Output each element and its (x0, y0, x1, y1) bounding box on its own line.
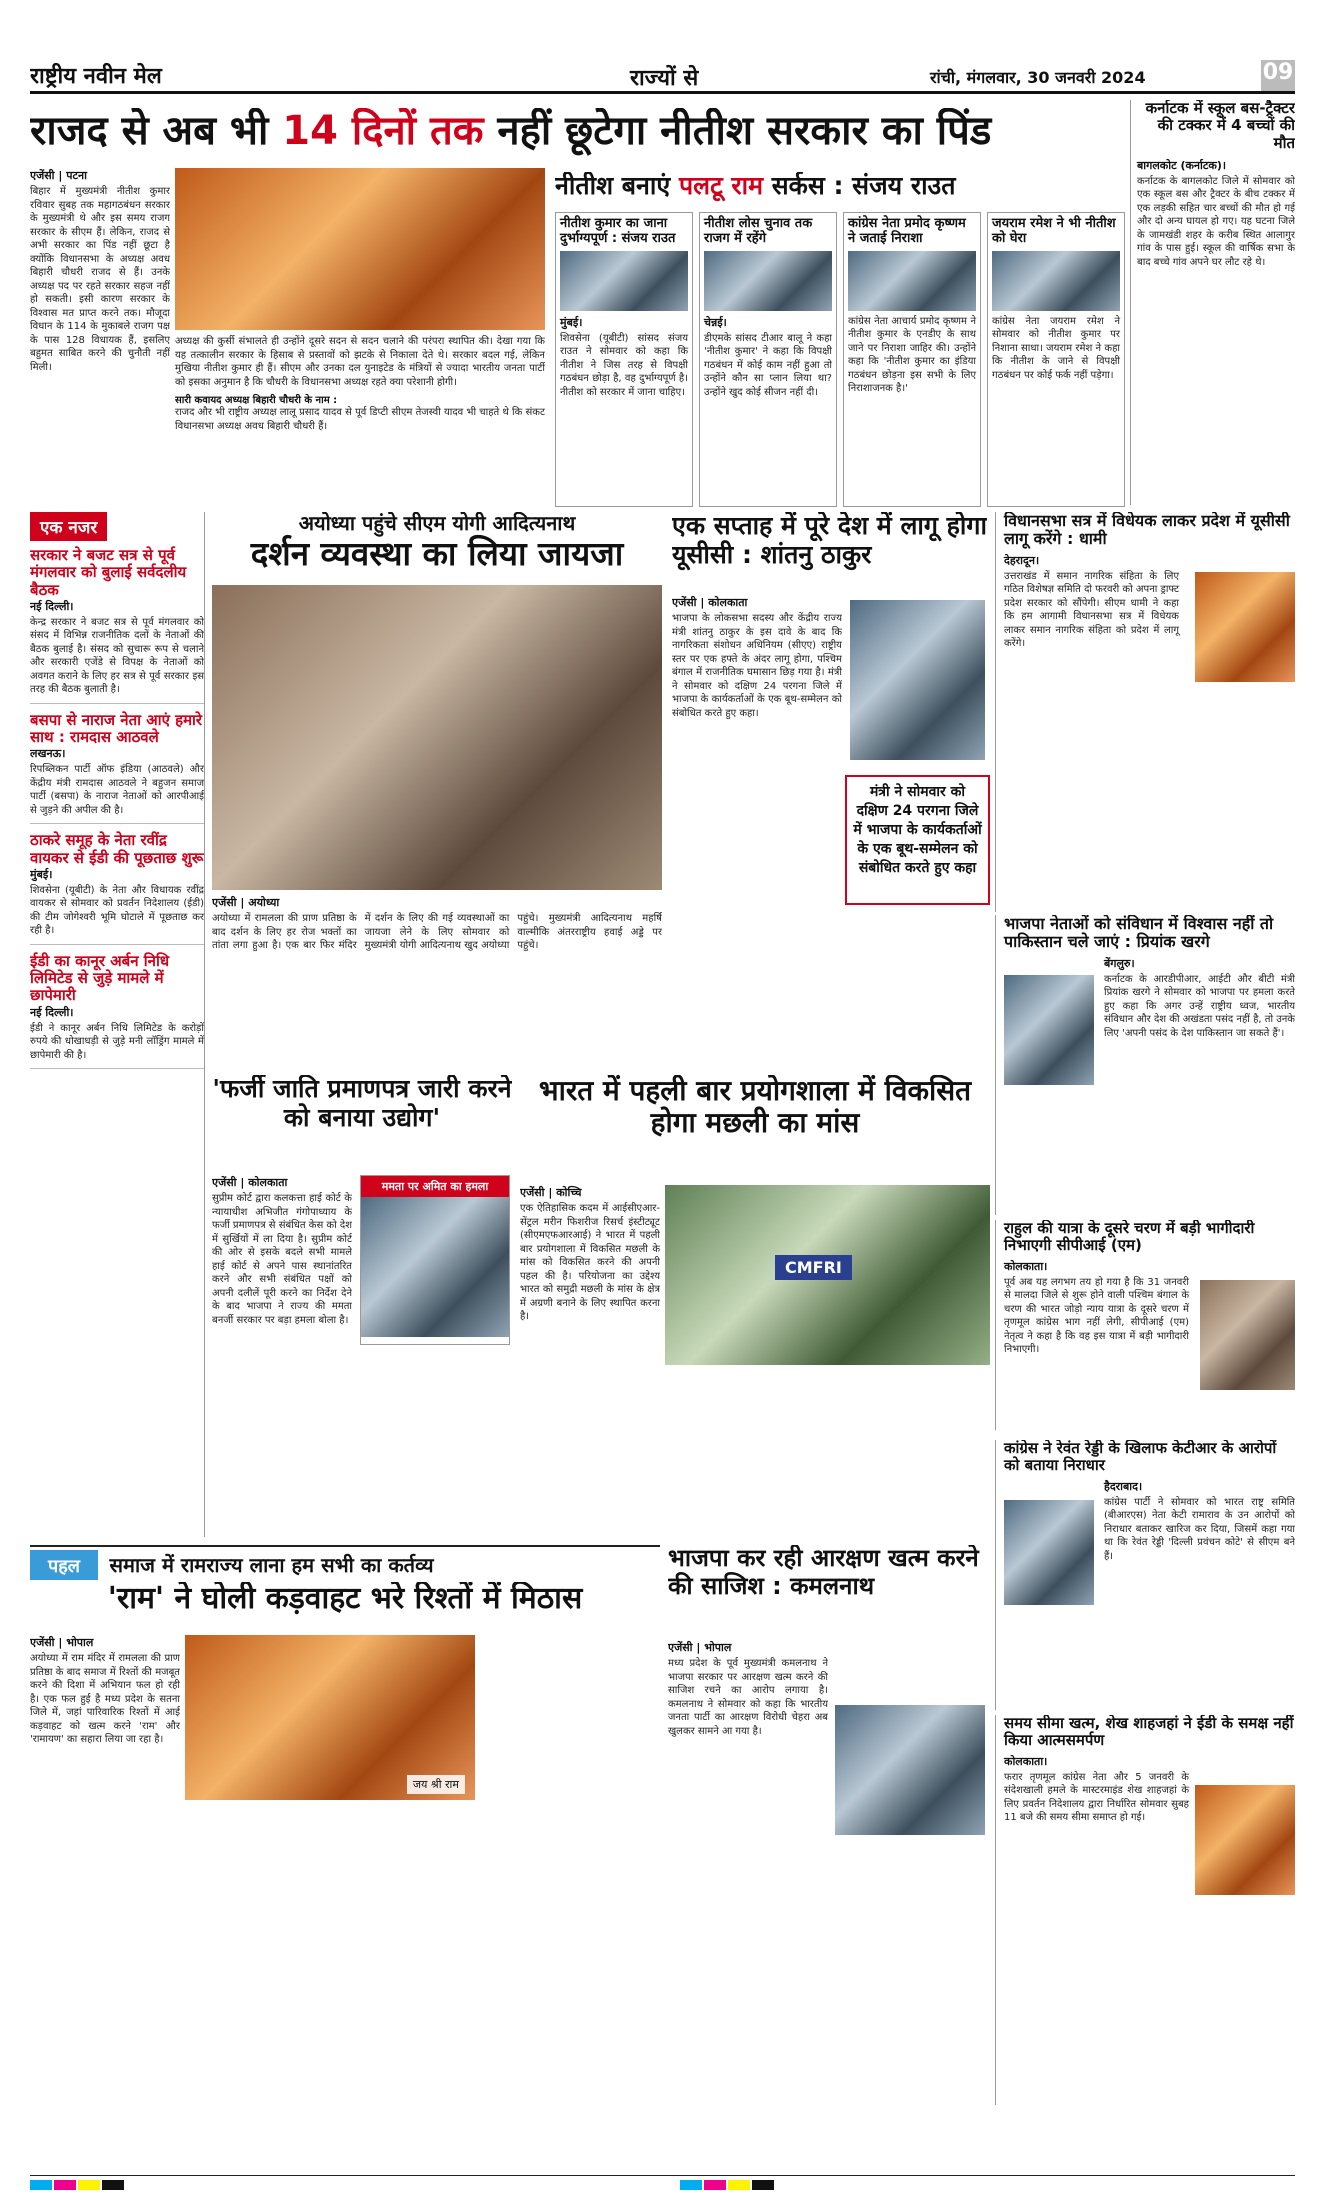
mini-story-photo (560, 251, 688, 311)
mini-story: कांग्रेस नेता प्रमोद कृष्णम ने जताई निराशा कांग्रेस नेता आचार्य प्रमोद कृष्णम ने नीतीश कुमार के एनडीए के साथ जाने पर निराशा जाहिर की। उन्होंने कहा कि 'नीतीश कुमार का इंडिया गठबंधन छोड़ना इस सभी के लिए निराशाजनक है।' (843, 212, 981, 507)
kharge-story: भाजपा नेताओं को संविधान में विश्वास नहीं तो पाकिस्तान चले जाएं : प्रियांक खरगे बेंगलुरु। कर्नाटक के आरडीपीआर, आईटी और बीटी मंत्री प्रियांक खरगे ने सोमवार को भाजपा पर हमला करते हुए कहा कि अगर उन्हें राष्ट्रीय ध्वज, भारतीय संविधान और देश की अखंडता पसंद नहीं है, तो उनके लिए 'अपनी पसंद के देश पाकिस्तान जा सकते हैं'। (995, 915, 1295, 1215)
print-color-strip (30, 2175, 1295, 2191)
yogi-body: एजेंसी | अयोध्या अयोध्या में रामलला की प्राण प्रतिष्ठा के बाद दर्शन के लिए हर रोज भक्तों का तांता लगा हुआ है। एक बार फिर मंदिर में दर्शन के लिए की गई व्यवस्थाओं का जायजा लेने के लिए सोमवार को मुख्यमंत्री योगी आदित्यनाथ खुद अयोध्या पहुंचे। मुख्यमंत्री आदित्यनाथ महर्षि वाल्मीकि अंतरराष्ट्रीय हवाई अड्डे पर पहुंचे। (212, 896, 662, 951)
date-line: रांची, मंगलवार, 30 जनवरी 2024 (930, 68, 1146, 87)
caa-photo-caption: मंत्री ने सोमवार को दक्षिण 24 परगना जिले में भाजपा के कार्यकर्ताओं के एक बूथ-सम्मेलन को संबोधित करते हुए कहा (845, 775, 990, 905)
pahal-label: पहल (30, 1550, 98, 1580)
ek-nazar-item: सरकार ने बजट सत्र से पूर्व मंगलवार को बुलाई सर्वदलीय बैठक नई दिल्ली। केन्द्र सरकार ने बजट सत्र से पूर्व मंगलवार को संसद में विभिन्न राजनीतिक दलों के नेताओं की बैठक बुलाई है। संसद को सुचारू रूप से चलाने और सरकारी एजेंडे से विपक्ष के नेताओं को अवगत कराने के लिए हर सत्र से पूर्व सरकार इस तरह की बैठक बुलाती है। (30, 547, 204, 704)
page-number: 09 (1261, 60, 1295, 92)
mini-story: जयराम रमेश ने भी नीतीश को घेरा कांग्रेस नेता जयराम रमेश ने सोमवार को नीतीश कुमार पर निशाना साधा। जयराम रमेश ने कहा कि नीतीश के जाने से विपक्षी गठबंधन पर कोई फर्क नहीं पड़ेगा। (987, 212, 1125, 507)
ek-nazar-item: बसपा से नाराज नेता आएं हमारे साथ : रामदास आठवले लखनऊ। रिपब्लिकन पार्टी ऑफ इंडिया (आठवले) और केंद्रीय मंत्री रामदास आठवले ने बहुजन समाज पार्टी (बसपा) के नाराज नेताओं को आरपीआई से जुड़ने की अपील की है। (30, 712, 204, 825)
revanth-story: कांग्रेस ने रेवंत रेड्डी के खिलाफ केटीआर के आरोपों को बताया निराधार हैदराबाद। कांग्रेस पार्टी ने सोमवार को भारत राष्ट्र समिति (बीआरएस) नेता केटी रामाराव के उन आरोपों को निराधार बताकर खारिज कर दिया, जिसमें कहा गया था कि रेवंत रेड्डी 'दिल्ली प्रवंचन कोटे' से सीएम बने हैं। (995, 1440, 1295, 1710)
mini-story-photo (704, 251, 832, 311)
ek-nazar-label: एक नजर (30, 512, 107, 541)
mini-story-photo (848, 251, 976, 311)
lead-body-col1: एजेंसी | पटना बिहार में मुख्यमंत्री नीतीश कुमार रविवार सुबह तक महागठबंधन सरकार के मुख्यमंत्री थे और इस समय राजग सरकार के सीएम हैं। लेकिन, राजद से अभी सरकार का पिंड नहीं छूटा है क्योंकि विधानसभा के अध्यक्ष अवध बिहारी चौधरी राजद से हैं। उनके अध्यक्ष पद पर रहते सरकार सहज नहीं हो सकती। इसी कारण सरकार के विश्वास मत प्राप्त करने तक। मौजूदा विधान के 114 के मुकाबले राजग पक्ष के पास 128 विधायक हैं, इसलिए बहुमत साबित करने की चुनौती नहीं मिली। (30, 169, 170, 373)
lead-headline: राजद से अब भी 14 दिनों तक नहीं छूटेगा नीतीश सरकार का पिंड (30, 108, 992, 154)
dhami-photo (1195, 572, 1295, 682)
pahal-photo: जय श्री राम (185, 1635, 475, 1800)
karnataka-story: कर्नाटक में स्कूल बस-ट्रैक्टर की टक्कर में 4 बच्चों की मौत बागलकोट (कर्नाटक)। कर्नाटक के बागलकोट जिले में सोमवार को एक स्कूल बस और ट्रैक्टर के बीच टक्कर में एक लड़की सहित चार बच्चों की मौत हो गई और दो अन्य घायल हो गए। यह घटना जिले के जामखंडी शहर के करीब स्थित आलागुर गांव के पास हुई। स्कूल की वार्षिक सभा के बाद बच्चे गांव अपने घर लौट रहे थे। (1130, 100, 1295, 505)
ek-nazar-column (30, 512, 205, 1537)
section-name: राज्यों से (630, 66, 699, 91)
mini-stories (555, 212, 1125, 507)
caa-body: एजेंसी | कोलकाता भाजपा के लोकसभा सदस्य और केंद्रीय राज्य मंत्री शांतनु ठाकुर के इस दावे के बाद कि नागरिकता संशोधन अधिनियम (सीएए) राष्ट्रीय स्तर पर एक हफ्ते के अंदर लागू होगा, पश्चिम बंगाल में राजनीतिक घमासान छिड़ गया है। मंत्री ने सोमवार को दक्षिण 24 परगना जिले में भाजपा के कार्यकर्ताओं के एक बूथ-सम्मेलन को संबोधित करते हुए कहा। (672, 596, 842, 719)
fake-caste-photo-box: ममता पर अमित का हमला (360, 1175, 510, 1345)
cmfri-sign: CMFRI (775, 1255, 852, 1280)
pahal-body: एजेंसी | भोपाल अयोध्या में राम मंदिर में रामलला की प्राण प्रतिष्ठा के बाद समाज में रिश्तों की मजबूत करने की दिशा में अभियान फल हो रही है। एक फल हुई है मध्य प्रदेश के सतना जिले में, जहां पारिवारिक रिश्तों में आई कड़वाहट को खत्म करने 'राम' और 'रामायण' का सहारा लिया जा रहा है। (30, 1636, 180, 1745)
rahul-photo (1200, 1280, 1295, 1390)
masthead (30, 60, 1295, 94)
kharge-photo (1004, 975, 1094, 1085)
ek-nazar-item: ठाकरे समूह के नेता रवींद्र वायकर से ईडी की पूछताछ शुरू मुंबई। शिवसेना (यूबीटी) के नेता और विधायक रवींद्र वायकर से सोमवार को प्रवर्तन निदेशालय (ईडी) की टीम जोगेश्वरी भूमि घोटाले में पूछताछ कर रही है। (30, 832, 204, 945)
caa-headline: एक सप्ताह में पूरे देश में लागू होगा यूसीसी : शांतनु ठाकुर (672, 512, 987, 569)
ek-nazar-item: ईडी का कानूर अर्बन निधि लिमिटेड से जुड़े मामले में छापेमारी नई दिल्ली। ईडी ने कानूर अर्बन निधि लिमिटेड के करोड़ों रुपये की धोखाधड़ी से जुड़े मनी लॉड्रिंग मामले में छापेमारी की है। (30, 953, 204, 1069)
mini-story-photo (992, 251, 1120, 311)
pahal-headline: 'राम' ने घोली कड़वाहट भरे रिश्तों में मिठास (107, 1582, 583, 1616)
lead-photo (175, 168, 545, 330)
revanth-photo (1004, 1500, 1094, 1605)
shahjahan-photo (1195, 1785, 1295, 1895)
fish-headline: भारत में पहली बार प्रयोगशाला में विकसित होगा मछली का मांस (538, 1075, 972, 1140)
shahjahan-story: समय सीमा खत्म, शेख शाहजहां ने ईडी के समक्ष नहीं किया आत्मसमर्पण कोलकाता। फरार तृणमूल कांग्रेस नेता और 5 जनवरी के संदेशखाली हमले के मास्टरमाइंड शेख शाहजहां के लिए प्रवर्तन निदेशालय द्वारा निर्धारित सोमवार सुबह 11 बजे की समय सीमा समाप्त हो गई। (995, 1715, 1295, 2105)
fish-body: एजेंसी | कोच्चि एक ऐतिहासिक कदम में आईसीएआर-सेंट्रल मरीन फिशरीज रिसर्च इंस्टीट्यूट (सीएमएफआरआई) ने भारत में पहली बार प्रयोगशाला में विकसित मछली के मांस को विकसित करने की अपनी पहल की है। परियोजना का उद्देश्य भारत को समुद्री मछली के मांस के क्षेत्र में अग्रणी बनाने के लिए स्थापित करना है। (520, 1186, 660, 1322)
yogi-headline: अयोध्या पहुंचे सीएम योगी आदित्यनाथ दर्शन व्यवस्था का लिया जायजा (250, 512, 624, 573)
kamalnath-body: एजेंसी | भोपाल मध्य प्रदेश के पूर्व मुख्यमंत्री कमलनाथ ने भाजपा सरकार पर आरक्षण खत्म करने की साजिश रचने का आरोप लगाया है। कमलनाथ ने सोमवार को कहा कि भारतीय जनता पार्टी का आरक्षण विरोधी चेहरा अब खुलकर सामने आ गया है। (668, 1641, 828, 1737)
pahal-kicker-row: पहल समाज में रामराज्य लाना हम सभी का कर्तव्य (30, 1545, 660, 1580)
mini-story: नीतीश लोस चुनाव तक राजग में रहेंगे चेन्नई। डीएमके सांसद टीआर बालू ने कहा 'नीतीश कुमार' ने कहा कि विपक्षी गठबंधन में कोई काम नहीं हुआ तो उन्होंने कौन सा प्लान लिया था? उन्होंने खुद कोई सीजन नहीं दी। (699, 212, 837, 507)
paper-name: राष्ट्रीय नवीन मेल (30, 63, 162, 89)
dhami-story: विधानसभा सत्र में विधेयक लाकर प्रदेश में यूसीसी लागू करेंगे : धामी देहरादून। उत्तराखंड में समान नागरिक संहिता के लिए गठित विशेषज्ञ समिति दो फरवरी को अपना ड्राफ्ट प्रदेश सरकार को सौंपेगी। सीएम धामी ने कहा कि हम आगामी विधानसभा सत्र में विधेयक लाकर समान नागरिक संहिता को प्रदेश में लागू करेंगे। (995, 512, 1295, 912)
fake-caste-body: एजेंसी | कोलकाता सुप्रीम कोर्ट द्वारा कलकत्ता हाई कोर्ट के न्यायाधीश अभिजीत गंगोपाध्याय के फर्जी प्रमाणपत्र से संबंधित केस को देश में सुर्खियों में ला दिया है। सुप्रीम कोर्ट की ओर से इसके बदले सभी मामले हाई कोर्ट से अपने पास स्थानांतरित करने और सभी संबंधित पक्षों को अपनी दलीलें पूरी करने का निर्देश देने के बाद भाजपा ने राज्य की ममता बनर्जी सरकार पर बड़ा हमला बोला है। (212, 1176, 352, 1326)
cmfri-photo (665, 1185, 990, 1365)
yogi-photo (212, 585, 662, 890)
amit-photo (361, 1197, 509, 1337)
lead-body-col2: अध्यक्ष की कुर्सी संभालते ही उन्होंने दूसरे सदन से सदन चलाने की परंपरा स्थापित की। देखा गया कि यह तत्कालीन सरकार के हिसाब से प्रस्तावों को झटके से निकाला देते थे। सरकार बदल गई, लेकिन मुखिया नीतीश कुमार ही हैं। सीएम और उनका दल युनाइटेड के मंत्रियों से ज्यादा भारतीय जनता पार्टी को इसका अनुमान है कि चौधरी के विधानसभा अध्यक्ष रहते क्या परेशानी होगी। सारी कवायद अध्यक्ष बिहारी चौधरी के नाम : राजद और भी राष्ट्रीय अध्यक्ष लालू प्रसाद यादव से पूर्व डिप्टी सीएम तेजस्वी यादव भी चाहते थे कि संकट विधानसभा अध्यक्ष अवध बिहारी चौधरी हैं। (175, 336, 545, 432)
lead-subhead: नीतीश बनाएं पलटू राम सर्कस : संजय राउत (555, 172, 956, 200)
kamalnath-photo (835, 1705, 985, 1835)
fake-caste-headline: 'फर्जी जाति प्रमाणपत्र जारी करने को बनाया उद्योग' (212, 1075, 512, 1132)
rahul-story: राहुल की यात्रा के दूसरे चरण में बड़ी भागीदारी निभाएगी सीपीआई (एम) कोलकाता। पूर्व अब यह लगभग तय हो गया है कि 31 जनवरी से मालदा जिले से शुरू होने वाली पश्चिम बंगाल के चरण की भारत जोड़ो न्याय यात्रा के दूसरे चरण में तृणमूल कांग्रेस भाग नहीं लेगी, सीपीआई (एम) नेतृत्व ने कहा है कि वह इस यात्रा में बड़ी भागीदारी निभाएगी। (995, 1220, 1295, 1430)
caa-photo (850, 600, 985, 760)
mini-story: नीतीश कुमार का जाना दुर्भाग्यपूर्ण : संजय राउत मुंबई। शिवसेना (यूबीटी) सांसद संजय राउत ने सोमवार को कहा कि नीतीश ने जिस तरह से विपक्षी गठबंधन छोड़ा है, वह दुर्भाग्यपूर्ण है। नीतीश को सरकार में जाना चाहिए। (555, 212, 693, 507)
kamalnath-headline: भाजपा कर रही आरक्षण खत्म करने की साजिश : कमलनाथ (668, 1545, 979, 1600)
